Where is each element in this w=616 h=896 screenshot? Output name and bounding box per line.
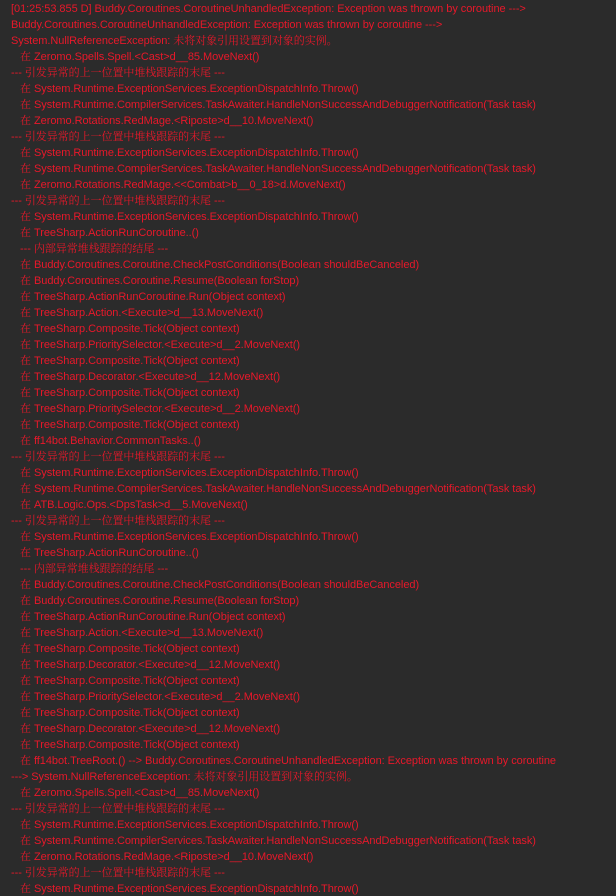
log-line: 在 TreeSharp.Composite.Tick(Object context) [11,323,240,335]
log-line: 在 TreeSharp.Composite.Tick(Object context) [11,675,240,687]
log-line: 在 System.Runtime.CompilerServices.TaskAwaiter.HandleNonSuccessAndDebuggerNotification(Task task) [11,99,536,111]
log-line: 在 System.Runtime.ExceptionServices.ExceptionDispatchInfo.Throw() [11,83,359,95]
log-line: 在 TreeSharp.Composite.Tick(Object context) [11,707,240,719]
log-line: 在 System.Runtime.ExceptionServices.ExceptionDispatchInfo.Throw() [11,883,359,895]
log-line: 在 Zeromo.Spells.Spell.<Cast>d__85.MoveNext() [11,51,260,63]
log-line: --- 引发异常的上一位置中堆栈跟踪的末尾 --- [11,131,225,143]
log-line: Buddy.Coroutines.CoroutineUnhandledException: Exception was thrown by coroutine ---> [11,19,443,31]
log-line: 在 TreeSharp.Composite.Tick(Object context) [11,739,240,751]
log-line: 在 Buddy.Coroutines.Coroutine.CheckPostConditions(Boolean shouldBeCanceled) [11,579,420,591]
log-line: 在 TreeSharp.Decorator.<Execute>d__12.MoveNext() [11,723,281,735]
log-line: 在 TreeSharp.PrioritySelector.<Execute>d__2.MoveNext() [11,403,301,415]
log-line: 在 Zeromo.Rotations.RedMage.<Riposte>d__10.MoveNext() [11,115,314,127]
log-line: 在 System.Runtime.ExceptionServices.ExceptionDispatchInfo.Throw() [11,531,359,543]
log-line: 在 Buddy.Coroutines.Coroutine.Resume(Boolean forStop) [11,275,300,287]
log-line: 在 TreeSharp.PrioritySelector.<Execute>d__2.MoveNext() [11,339,301,351]
log-line: [01:25:53.855 D] Buddy.Coroutines.CoroutineUnhandledException: Exception was thrown by coroutine ---> [11,3,526,15]
log-line: 在 System.Runtime.CompilerServices.TaskAwaiter.HandleNonSuccessAndDebuggerNotification(Task task) [11,163,536,175]
log-line: 在 Zeromo.Spells.Spell.<Cast>d__85.MoveNext() [11,787,260,799]
log-line: 在 TreeSharp.Composite.Tick(Object context) [11,643,240,655]
log-line: 在 System.Runtime.ExceptionServices.ExceptionDispatchInfo.Throw() [11,211,359,223]
log-line: --- 内部异常堆栈跟踪的结尾 --- [11,563,169,575]
log-line: 在 Zeromo.Rotations.RedMage.<<Combat>b__0_18>d.MoveNext() [11,179,346,191]
log-line: --- 引发异常的上一位置中堆栈跟踪的末尾 --- [11,195,225,207]
log-line: 在 TreeSharp.ActionRunCoroutine.Run(Object context) [11,291,286,303]
log-line: 在 System.Runtime.ExceptionServices.ExceptionDispatchInfo.Throw() [11,147,359,159]
log-line: 在 System.Runtime.ExceptionServices.ExceptionDispatchInfo.Throw() [11,819,359,831]
log-line: 在 ATB.Logic.Ops.<DpsTask>d__5.MoveNext() [11,499,248,511]
log-line: 在 ff14bot.Behavior.CommonTasks..() [11,435,201,447]
log-line: 在 TreeSharp.PrioritySelector.<Execute>d__2.MoveNext() [11,691,301,703]
log-line: --- 引发异常的上一位置中堆栈跟踪的末尾 --- [11,67,225,79]
log-line: 在 TreeSharp.Composite.Tick(Object context) [11,419,240,431]
log-line: 在 Buddy.Coroutines.Coroutine.Resume(Boolean forStop) [11,595,300,607]
log-line: --- 引发异常的上一位置中堆栈跟踪的末尾 --- [11,515,225,527]
log-line: 在 Zeromo.Rotations.RedMage.<Riposte>d__10.MoveNext() [11,851,314,863]
log-line: 在 System.Runtime.ExceptionServices.ExceptionDispatchInfo.Throw() [11,467,359,479]
log-line: 在 TreeSharp.ActionRunCoroutine.Run(Object context) [11,611,286,623]
log-line: 在 ff14bot.TreeRoot.() --> Buddy.Coroutines.CoroutineUnhandledException: Exception was thrown by coroutine [11,755,556,767]
log-line: --- 引发异常的上一位置中堆栈跟踪的末尾 --- [11,867,225,879]
log-line: 在 System.Runtime.CompilerServices.TaskAwaiter.HandleNonSuccessAndDebuggerNotification(Task task) [11,483,536,495]
log-line: 在 TreeSharp.Decorator.<Execute>d__12.MoveNext() [11,659,281,671]
log-line: 在 TreeSharp.Composite.Tick(Object context) [11,355,240,367]
log-line: 在 Buddy.Coroutines.Coroutine.CheckPostConditions(Boolean shouldBeCanceled) [11,259,420,271]
log-line: 在 TreeSharp.ActionRunCoroutine..() [11,227,199,239]
log-line: 在 TreeSharp.Action.<Execute>d__13.MoveNext() [11,307,264,319]
log-line: 在 TreeSharp.Action.<Execute>d__13.MoveNext() [11,627,264,639]
log-line: ---> System.NullReferenceException: 未将对象引用设置到对象的实例。 [11,771,358,783]
log-line: 在 TreeSharp.Composite.Tick(Object context) [11,387,240,399]
log-lines [0,1,616,896]
log-line: System.NullReferenceException: 未将对象引用设置到对象的实例。 [11,35,338,47]
log-line: 在 TreeSharp.ActionRunCoroutine..() [11,547,199,559]
log-line: --- 引发异常的上一位置中堆栈跟踪的末尾 --- [11,803,225,815]
log-line: 在 System.Runtime.CompilerServices.TaskAwaiter.HandleNonSuccessAndDebuggerNotification(Task task) [11,835,536,847]
log-line: --- 内部异常堆栈跟踪的结尾 --- [11,243,169,255]
log-line: --- 引发异常的上一位置中堆栈跟踪的末尾 --- [11,451,225,463]
log-line: 在 TreeSharp.Decorator.<Execute>d__12.MoveNext() [11,371,281,383]
